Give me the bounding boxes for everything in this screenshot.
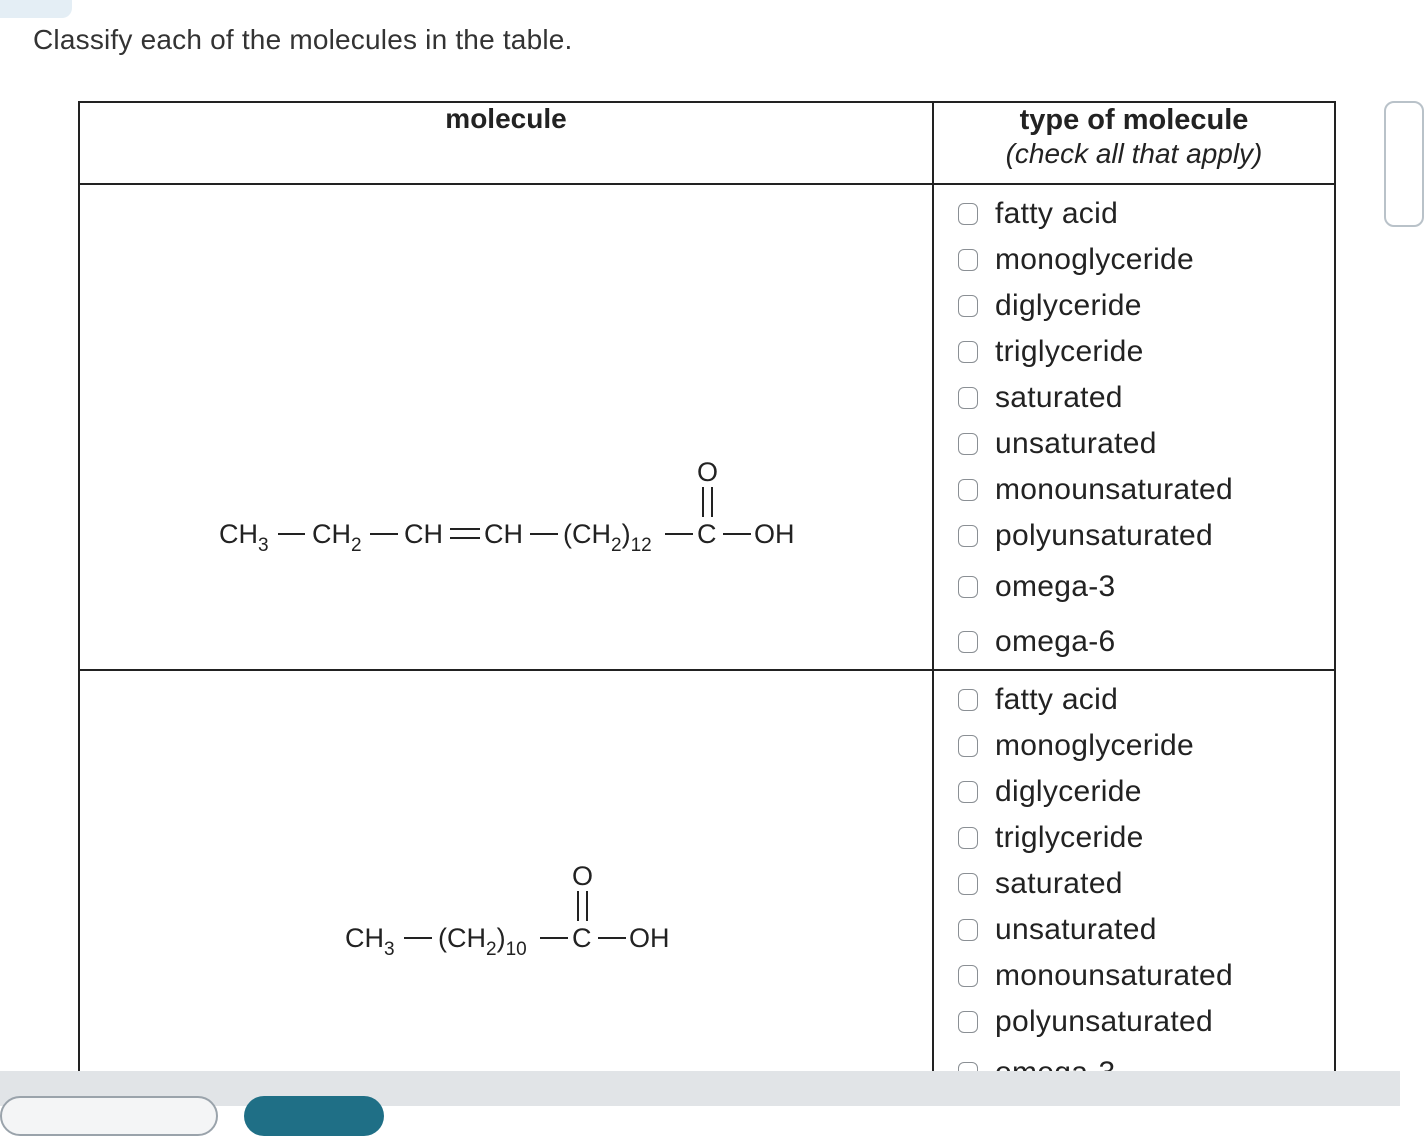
option-monoglyceride[interactable]: monoglyceride	[934, 723, 1334, 769]
checkbox[interactable]	[958, 873, 978, 895]
classification-table	[78, 101, 1336, 1102]
checkbox[interactable]	[958, 827, 978, 849]
option-unsaturated[interactable]: unsaturated	[934, 907, 1334, 953]
checkbox[interactable]	[958, 735, 978, 757]
header-type-of-molecule	[933, 102, 1335, 184]
option-fatty-acid[interactable]: fatty acid	[934, 191, 1334, 237]
formula-ch3: $CH_3$	[219, 519, 269, 556]
checkbox-list-2	[934, 671, 1334, 1100]
question-prompt: Classify each of the molecules in the table.	[33, 24, 573, 55]
back-tab[interactable]	[0, 0, 72, 18]
option-monounsaturated[interactable]: monounsaturated	[934, 467, 1334, 513]
checkbox[interactable]	[958, 631, 978, 653]
table-row	[79, 670, 1335, 1101]
formula-carbonyl-c: C	[697, 519, 717, 549]
formula-carbonyl-c: C	[572, 923, 592, 953]
formula-oh: OH	[629, 923, 670, 953]
checkbox-list-1	[934, 185, 1334, 669]
option-triglyceride[interactable]: triglyceride	[934, 815, 1334, 861]
options-cell-2	[933, 670, 1335, 1101]
formula-oh: OH	[754, 519, 795, 549]
option-monoglyceride[interactable]: monoglyceride	[934, 237, 1334, 283]
table-row	[79, 184, 1335, 670]
option-omega-3[interactable]: omega-3	[934, 559, 1334, 614]
structural-formula-2	[80, 671, 934, 1091]
formula-ch-b: CH	[484, 519, 523, 549]
secondary-button[interactable]	[0, 1096, 218, 1136]
option-diglyceride[interactable]: diglyceride	[934, 769, 1334, 815]
option-saturated[interactable]: saturated	[934, 375, 1334, 421]
header-type-title: type of molecule	[1019, 104, 1249, 136]
side-panel-tab[interactable]	[1384, 101, 1424, 227]
option-fatty-acid[interactable]: fatty acid	[934, 677, 1334, 723]
formula-carbonyl-o: O	[572, 861, 594, 891]
header-molecule: molecule	[79, 102, 933, 184]
molecule-cell-2	[79, 670, 933, 1101]
formula-ch2-chain: $(CH_2)_{12}$	[563, 519, 652, 556]
option-polyunsaturated[interactable]: polyunsaturated	[934, 999, 1334, 1045]
formula-ch3: $CH_3$	[345, 923, 395, 960]
checkbox[interactable]	[958, 433, 978, 455]
checkbox[interactable]	[958, 203, 978, 225]
option-monounsaturated[interactable]: monounsaturated	[934, 953, 1334, 999]
classification-table-viewport[interactable]	[78, 101, 1334, 1071]
checkbox[interactable]	[958, 576, 978, 598]
molecule-cell-1	[79, 184, 933, 670]
option-saturated[interactable]: saturated	[934, 861, 1334, 907]
checkbox[interactable]	[958, 479, 978, 501]
option-polyunsaturated[interactable]: polyunsaturated	[934, 513, 1334, 559]
formula-carbonyl-o: O	[697, 457, 719, 487]
checkbox[interactable]	[958, 689, 978, 711]
checkbox[interactable]	[958, 919, 978, 941]
options-cell-1	[933, 184, 1335, 670]
primary-button[interactable]	[244, 1096, 384, 1136]
table-header-row	[79, 102, 1335, 184]
checkbox[interactable]	[958, 781, 978, 803]
checkbox[interactable]	[958, 341, 978, 363]
formula-ch-a: CH	[404, 519, 443, 549]
formula-ch2: $CH_2$	[312, 519, 362, 556]
header-type-subtitle: (check all that apply)	[1005, 138, 1263, 169]
formula-ch2-chain: $(CH_2)_{10}$	[438, 923, 527, 960]
option-unsaturated[interactable]: unsaturated	[934, 421, 1334, 467]
option-diglyceride[interactable]: diglyceride	[934, 283, 1334, 329]
checkbox[interactable]	[958, 1011, 978, 1033]
checkbox[interactable]	[958, 387, 978, 409]
checkbox[interactable]	[958, 525, 978, 547]
structural-formula-1	[80, 185, 934, 665]
checkbox[interactable]	[958, 249, 978, 271]
checkbox[interactable]	[958, 965, 978, 987]
option-omega-6[interactable]: omega-6	[934, 614, 1334, 669]
option-triglyceride[interactable]: triglyceride	[934, 329, 1334, 375]
checkbox[interactable]	[958, 295, 978, 317]
